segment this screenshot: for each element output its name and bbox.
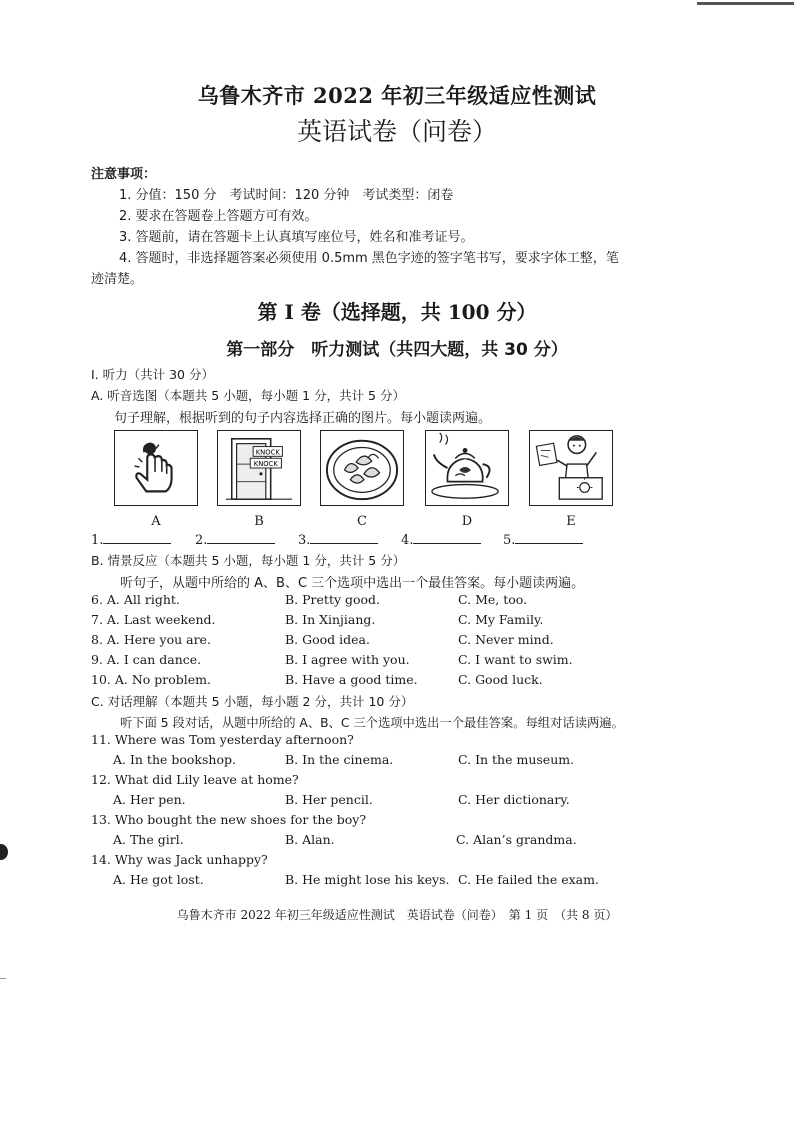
notes-block: [91, 164, 651, 290]
option-b[interactable]: B. I agree with you.: [285, 652, 410, 667]
page-footer: 乌鲁木齐市 2022 年初三年级适应性测试 英语试卷（问卷） 第 1 页 （共 8 页）: [176, 908, 618, 922]
option-c[interactable]: C. Never mind.: [458, 632, 554, 647]
question-stem: 11. Where was Tom yesterday afternoon?: [91, 732, 354, 747]
answer-blank-2[interactable]: [195, 531, 275, 548]
option-b[interactable]: B. Pretty good.: [285, 592, 381, 607]
option-b[interactable]: B. Good idea.: [285, 632, 370, 647]
picture-label: B: [254, 514, 264, 529]
dumpling-plate-icon: [321, 431, 403, 505]
part-a-heading: A. 听音选图（本题共 5 小题，每小题 1 分，共计 5 分）: [91, 388, 405, 403]
note-item: 2. 要求在答题卷上答题方可有效。: [119, 209, 318, 224]
exam-subtitle: 英语试卷（问卷）: [296, 117, 497, 146]
blank-number: 2.: [195, 533, 208, 548]
option-c[interactable]: C. Her dictionary.: [458, 792, 570, 807]
part-b-heading: B. 情景反应（本题共 5 小题，每小题 1 分，共计 5 分）: [91, 553, 406, 568]
picture-label: A: [151, 514, 161, 529]
option-c[interactable]: C. He failed the exam.: [458, 872, 599, 887]
picture-label: D: [461, 514, 473, 529]
option-c[interactable]: C. I want to swim.: [458, 652, 573, 667]
picture-b: [217, 430, 301, 506]
part-b-instruction: 听句子，从题中所给的 A、B、C 三个选项中选出一个最佳答案。每小题读两遍。: [120, 576, 585, 591]
part-a-instruction: 句子理解，根据听到的句子内容选择正确的图片。每小题读两遍。: [114, 411, 492, 426]
exam-title: 乌鲁木齐市 2022 年初三年级适应性测试: [197, 83, 597, 108]
note-item: 3. 答题前，请在答题卡上认真填写座位号，姓名和准考证号。: [119, 230, 474, 245]
picture-a: [114, 430, 198, 506]
picture-c: [320, 430, 404, 506]
question-stem: 12. What did Lily leave at home?: [91, 772, 299, 787]
note-item: 1. 分值：150 分 考试时间：120 分钟 考试类型：闭卷: [119, 188, 454, 203]
note-item: 4. 答题时，非选择题答案必须使用 0.5mm 黑色字迹的签字笔书写，要求字体工整，笔: [119, 251, 619, 266]
option-c[interactable]: C. In the museum.: [458, 752, 575, 767]
option-b[interactable]: B. In Xinjiang.: [285, 612, 376, 627]
pointing-hand-icon: [115, 431, 197, 505]
child-with-drawings-icon: [530, 431, 612, 505]
blank-number: 5.: [503, 533, 516, 548]
option-b[interactable]: B. In the cinema.: [285, 752, 394, 767]
option-b[interactable]: B. Her pencil.: [285, 792, 373, 807]
picture-label: C: [357, 514, 367, 529]
picture-options: [114, 430, 614, 530]
knock-sign-top: KNOCK: [255, 448, 280, 457]
option-a[interactable]: 7. A. Last weekend.: [91, 612, 216, 627]
part-c-heading: C. 对话理解（本题共 5 小题，每小题 2 分，共计 10 分）: [91, 694, 414, 709]
blank-number: 4.: [401, 533, 414, 548]
knock-sign-bottom: KNOCK: [253, 460, 278, 469]
picture-label: E: [566, 514, 576, 529]
punch-hole: [0, 844, 8, 860]
part-title: 第一部分 听力测试（共四大题，共 30 分）: [226, 340, 568, 360]
option-a[interactable]: A. In the bookshop.: [113, 752, 236, 767]
option-a[interactable]: 6. A. All right.: [91, 592, 180, 607]
answer-blank-1[interactable]: [91, 531, 171, 548]
teapot-icon: [426, 431, 508, 505]
blank-number: 3.: [298, 533, 311, 548]
section-title: 第 I 卷（选择题，共 100 分）: [257, 300, 537, 324]
question-stem: 13. Who bought the new shoes for the boy?: [91, 812, 367, 827]
option-a[interactable]: A. He got lost.: [113, 872, 204, 887]
option-b[interactable]: B. Have a good time.: [285, 672, 418, 687]
option-a[interactable]: A. The girl.: [113, 832, 184, 847]
part-c-instruction: 听下面 5 段对话，从题中所给的 A、B、C 三个选项中选出一个最佳答案。每组对话读两遍。: [120, 716, 624, 730]
answer-blank-3[interactable]: [298, 531, 378, 548]
answer-blank-4[interactable]: [401, 531, 481, 548]
option-a[interactable]: 9. A. I can dance.: [91, 652, 202, 667]
notes-heading: 注意事项：: [91, 167, 157, 182]
option-a[interactable]: 10. A. No problem.: [91, 672, 211, 687]
question-stem: 14. Why was Jack unhappy?: [91, 852, 268, 867]
option-c[interactable]: C. Me, too.: [458, 592, 528, 607]
option-b[interactable]: B. He might lose his keys.: [285, 872, 450, 887]
option-c[interactable]: C. Alan’s grandma.: [456, 832, 577, 847]
scan-edge-mark: [697, 2, 794, 5]
picture-d: [425, 430, 509, 506]
option-a[interactable]: 8. A. Here you are.: [91, 632, 211, 647]
option-b[interactable]: B. Alan.: [285, 832, 335, 847]
option-a[interactable]: A. Her pen.: [113, 792, 186, 807]
listening-heading: I. 听力（共计 30 分）: [91, 367, 214, 382]
note-item-continued: 迹清楚。: [91, 272, 144, 287]
option-c[interactable]: C. Good luck.: [458, 672, 543, 687]
option-c[interactable]: C. My Family.: [458, 612, 544, 627]
answer-blank-5[interactable]: [503, 531, 583, 548]
picture-e: [529, 430, 613, 506]
knocking-door-icon: [218, 431, 300, 505]
blank-number: 1.: [91, 533, 104, 548]
scan-edge-mark: [0, 978, 6, 979]
